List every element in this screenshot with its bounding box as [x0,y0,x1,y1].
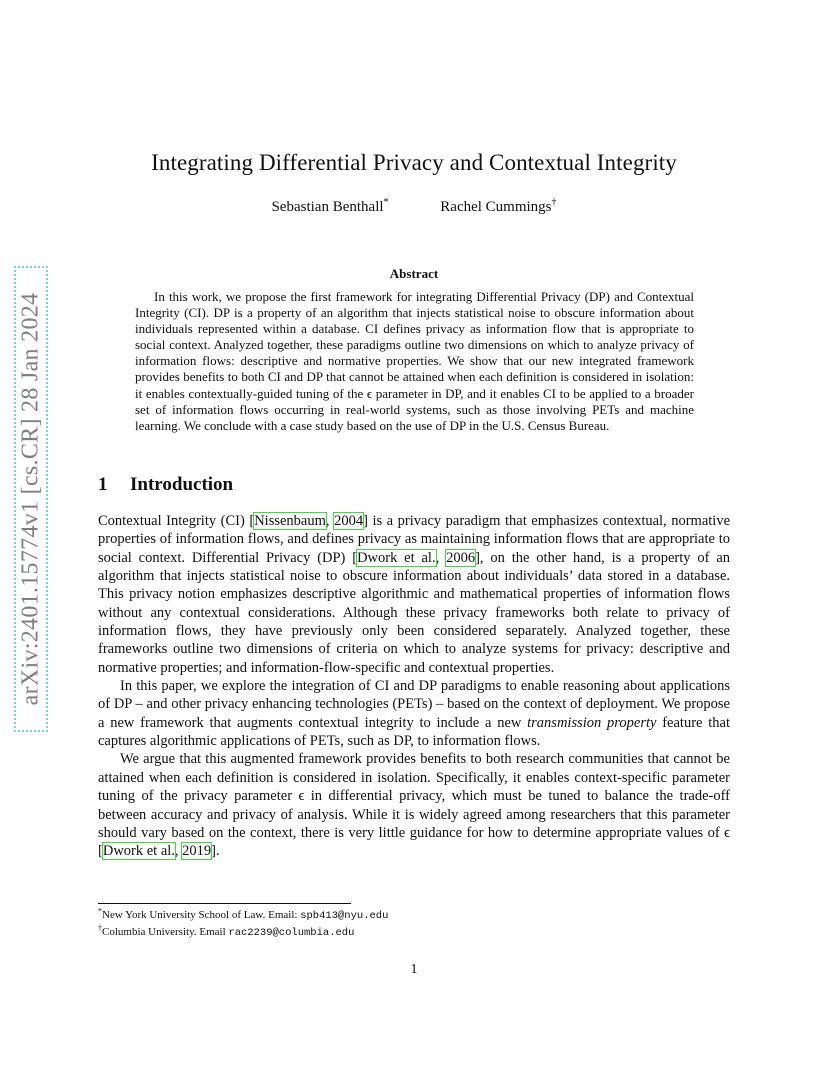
footnote-email: spb413@nyu.edu [300,910,389,922]
paper-title: Integrating Differential Privacy and Contextual Integrity [151,150,677,175]
introduction-body [98,512,730,861]
footnote-mark: † [98,922,102,932]
section-title: Introduction [130,474,234,495]
author-2 [440,197,556,216]
emphasized-term: transmission property [527,714,657,731]
paragraph-2 [98,677,730,750]
footnote-divider [98,903,351,904]
section-number: 1 [98,474,108,495]
author-name: Rachel Cummings [440,199,552,215]
text-run: feature that captures algorithmic applications of PETs, such as DP, to information flows. [98,714,730,750]
text-run: ]. [211,843,220,860]
arxiv-identifier-text: arXiv:2401.15774v1 [cs.CR] 28 Jan 2024 [17,292,44,706]
footnote-mark: * [98,906,102,916]
citation-link-nissenbaum[interactable]: Nissenbaum [254,513,326,529]
footnotes [98,908,388,941]
footnote-text: Columbia University. Email [102,925,229,938]
citation-link-dwork-2006[interactable]: Dwork et al. [357,549,436,566]
text-run: , [325,513,335,529]
author-footnote-mark: * [383,197,389,208]
section-heading [98,474,233,496]
citation-link-dwork-2019-year[interactable]: 2019 [182,843,212,860]
footnote-1 [98,908,388,925]
citation-link-dwork-2019[interactable]: Dwork et al. [102,843,175,860]
paragraph-3 [98,750,730,860]
text-run: We argue that this augmented framework provides benefits to both research communities that cannot be attained when each definition is considered in isolation. Specifically, it enables context-specific parameter tuning of the privacy parameter ϵ in differential privacy, which must be tuned to balance the trade-off between accuracy and privacy of analysis. While it is widely agreed among researchers that this parameter should vary based on the context, there is very little guidance for how to determine appropriate values of ϵ [ [98,751,730,860]
text-run: , [435,549,447,566]
author-list [0,197,828,216]
arxiv-identifier-stamp [14,266,48,732]
footnote-email: rac2239@columbia.edu [228,926,355,939]
abstract-heading: Abstract [389,266,439,281]
footnote-text: New York University School of Law. Email: [102,909,301,921]
abstract-text: In this work, we propose the first framework for integrating Differential Privacy (DP) and Contextual Integrity (CI). DP is a property of an algorithm that injects statistical noise to obscure information about individuals represented within a database. CI defines privacy as information flow that is appropriate to social context. Analyzed together, these paradigms outline two dimensions on which to analyze privacy of information flows: descriptive and normative properties. We show that our new integrated framework provides benefits to both CI and DP that cannot be attained when each definition is considered in isolation: it enables contextually-guided tuning of the ϵ parameter in DP, and it enables CI to be applied to a broader set of information flows occurring in real-world systems, such as those involving PETs and machine learning. We conclude with a case study based on the use of DP in the U.S. Census Bureau. [135,289,694,433]
page-number: 1 [410,962,418,977]
text-run: ] is a privacy paradigm that emphasizes contextual, normative properties of information flows, and defines privacy as maintaining information flows that are appropriate to social context. Differential Privacy (DP) [ [98,513,731,566]
citation-link-dwork-2006-year[interactable]: 2006 [446,549,476,566]
author-1 [271,197,388,216]
text-run: In this paper, we explore the integration of CI and DP paradigms to enable reasoning about applications of DP – and other privacy enhancing technologies (PETs) – based on the context of deployment. We propose a new framework that augments contextual integrity to include a new [98,678,730,731]
footnote-2 [98,922,388,942]
author-footnote-mark: † [551,197,557,208]
author-name: Sebastian Benthall [271,199,384,215]
text-run: Contextual Integrity (CI) [ [98,513,255,529]
text-run: , [174,843,183,860]
citation-link-nissenbaum-year[interactable]: 2004 [334,513,364,529]
paragraph-1 [98,512,730,677]
text-run: ], on the other hand, is a property of an algorithm that injects statistical noise to obscure information about individuals’ data stored in a database. This privacy notion emphasizes descriptive algorithmic and mathematical properties of information flows without any contextual considerations. Although these privacy frameworks both relate to privacy of information flows, they have previously only been considered separately. Analyzed together, these frameworks outline two dimensions of criteria on which to analyze systems for privacy: descriptive and normative properties; and information-flow-specific and contextual properties. [98,549,731,676]
